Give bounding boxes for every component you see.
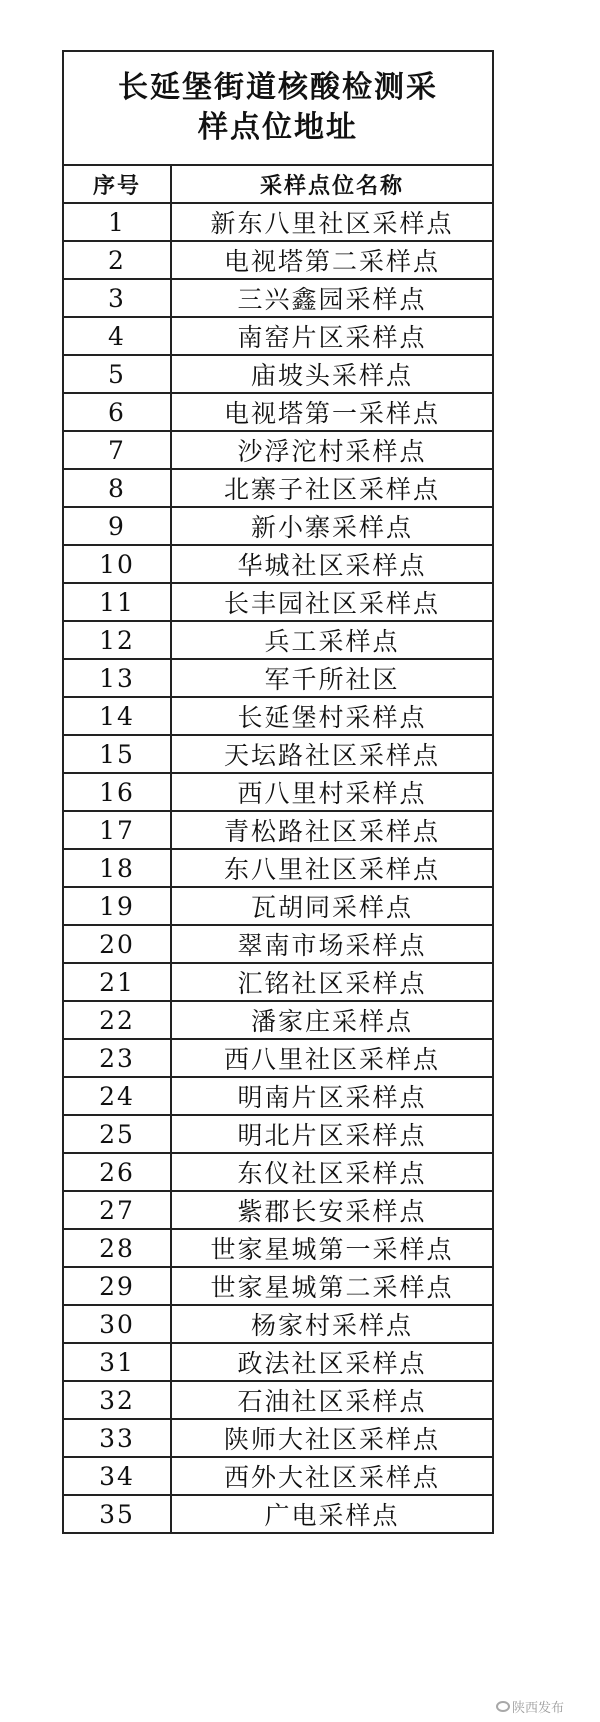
site-name: 西八里村采样点 xyxy=(171,773,493,811)
row-number: 8 xyxy=(63,469,171,507)
table-row xyxy=(63,203,493,241)
site-name: 世家星城第一采样点 xyxy=(171,1229,493,1267)
site-name: 紫郡长安采样点 xyxy=(171,1191,493,1229)
site-name: 青松路社区采样点 xyxy=(171,811,493,849)
row-number: 7 xyxy=(63,431,171,469)
site-name: 西八里社区采样点 xyxy=(171,1039,493,1077)
table-row xyxy=(63,735,493,773)
row-number: 32 xyxy=(63,1381,171,1419)
site-name: 新东八里社区采样点 xyxy=(171,203,493,241)
site-name: 石油社区采样点 xyxy=(171,1381,493,1419)
title-line-2: 样点位地址 xyxy=(198,110,358,145)
row-number: 33 xyxy=(63,1419,171,1457)
row-number: 19 xyxy=(63,887,171,925)
row-number: 10 xyxy=(63,545,171,583)
site-name: 汇铭社区采样点 xyxy=(171,963,493,1001)
table-row xyxy=(63,925,493,963)
site-name: 北寨子社区采样点 xyxy=(171,469,493,507)
row-number: 29 xyxy=(63,1267,171,1305)
row-number: 27 xyxy=(63,1191,171,1229)
row-number: 35 xyxy=(63,1495,171,1533)
table-row xyxy=(63,1001,493,1039)
table-row xyxy=(63,1343,493,1381)
site-name: 天坛路社区采样点 xyxy=(171,735,493,773)
row-number: 26 xyxy=(63,1153,171,1191)
sampling-sites-sheet xyxy=(62,50,494,1534)
row-number: 25 xyxy=(63,1115,171,1153)
row-number: 16 xyxy=(63,773,171,811)
table-row xyxy=(63,317,493,355)
site-name: 三兴鑫园采样点 xyxy=(171,279,493,317)
table-row xyxy=(63,545,493,583)
table-row xyxy=(63,1115,493,1153)
table-row xyxy=(63,431,493,469)
site-name: 电视塔第一采样点 xyxy=(171,393,493,431)
table-body xyxy=(63,203,493,1533)
table-row xyxy=(63,887,493,925)
site-name: 新小寨采样点 xyxy=(171,507,493,545)
table-row xyxy=(63,811,493,849)
title-line-1: 长延堡街道核酸检测采 xyxy=(118,70,438,105)
table-row xyxy=(63,849,493,887)
site-name: 沙浮沱村采样点 xyxy=(171,431,493,469)
site-name: 东八里社区采样点 xyxy=(171,849,493,887)
table-row xyxy=(63,659,493,697)
row-number: 1 xyxy=(63,203,171,241)
table-row xyxy=(63,1077,493,1115)
table-row xyxy=(63,697,493,735)
row-number: 9 xyxy=(63,507,171,545)
site-name: 陕师大社区采样点 xyxy=(171,1419,493,1457)
sampling-sites-table xyxy=(62,50,494,1534)
table-row xyxy=(63,963,493,1001)
row-number: 13 xyxy=(63,659,171,697)
site-name: 世家星城第二采样点 xyxy=(171,1267,493,1305)
table-row xyxy=(63,1153,493,1191)
row-number: 15 xyxy=(63,735,171,773)
table-row xyxy=(63,469,493,507)
table-row xyxy=(63,1039,493,1077)
table-row xyxy=(63,355,493,393)
row-number: 20 xyxy=(63,925,171,963)
site-name: 政法社区采样点 xyxy=(171,1343,493,1381)
row-number: 24 xyxy=(63,1077,171,1115)
row-number: 2 xyxy=(63,241,171,279)
row-number: 28 xyxy=(63,1229,171,1267)
table-row xyxy=(63,507,493,545)
table-row xyxy=(63,241,493,279)
site-name: 杨家村采样点 xyxy=(171,1305,493,1343)
row-number: 30 xyxy=(63,1305,171,1343)
site-name: 长延堡村采样点 xyxy=(171,697,493,735)
site-name: 庙坡头采样点 xyxy=(171,355,493,393)
document-title xyxy=(63,51,493,165)
watermark-text: 陕西发布 xyxy=(512,1701,565,1716)
row-number: 17 xyxy=(63,811,171,849)
table-row xyxy=(63,621,493,659)
row-number: 21 xyxy=(63,963,171,1001)
table-row xyxy=(63,393,493,431)
site-name: 潘家庄采样点 xyxy=(171,1001,493,1039)
table-row xyxy=(63,1191,493,1229)
row-number: 4 xyxy=(63,317,171,355)
row-number: 12 xyxy=(63,621,171,659)
table-row xyxy=(63,1495,493,1533)
site-name: 东仪社区采样点 xyxy=(171,1153,493,1191)
site-name: 华城社区采样点 xyxy=(171,545,493,583)
column-header-name: 采样点位名称 xyxy=(171,165,493,203)
table-row xyxy=(63,583,493,621)
row-number: 6 xyxy=(63,393,171,431)
site-name: 瓦胡同采样点 xyxy=(171,887,493,925)
table-row xyxy=(63,1381,493,1419)
site-name: 明北片区采样点 xyxy=(171,1115,493,1153)
table-row xyxy=(63,773,493,811)
weibo-icon xyxy=(496,1701,510,1712)
site-name: 翠南市场采样点 xyxy=(171,925,493,963)
site-name: 长丰园社区采样点 xyxy=(171,583,493,621)
table-row xyxy=(63,1419,493,1457)
column-header-no: 序号 xyxy=(63,165,171,203)
table-row xyxy=(63,279,493,317)
row-number: 23 xyxy=(63,1039,171,1077)
table-row xyxy=(63,1267,493,1305)
site-name: 明南片区采样点 xyxy=(171,1077,493,1115)
site-name: 广电采样点 xyxy=(171,1495,493,1533)
site-name: 兵工采样点 xyxy=(171,621,493,659)
table-row xyxy=(63,1305,493,1343)
row-number: 14 xyxy=(63,697,171,735)
table-row xyxy=(63,1229,493,1267)
row-number: 11 xyxy=(63,583,171,621)
row-number: 18 xyxy=(63,849,171,887)
site-name: 南窑片区采样点 xyxy=(171,317,493,355)
row-number: 5 xyxy=(63,355,171,393)
site-name: 电视塔第二采样点 xyxy=(171,241,493,279)
site-name: 西外大社区采样点 xyxy=(171,1457,493,1495)
row-number: 22 xyxy=(63,1001,171,1039)
row-number: 3 xyxy=(63,279,171,317)
row-number: 34 xyxy=(63,1457,171,1495)
site-name: 军千所社区 xyxy=(171,659,493,697)
watermark xyxy=(496,1697,564,1716)
row-number: 31 xyxy=(63,1343,171,1381)
table-row xyxy=(63,1457,493,1495)
